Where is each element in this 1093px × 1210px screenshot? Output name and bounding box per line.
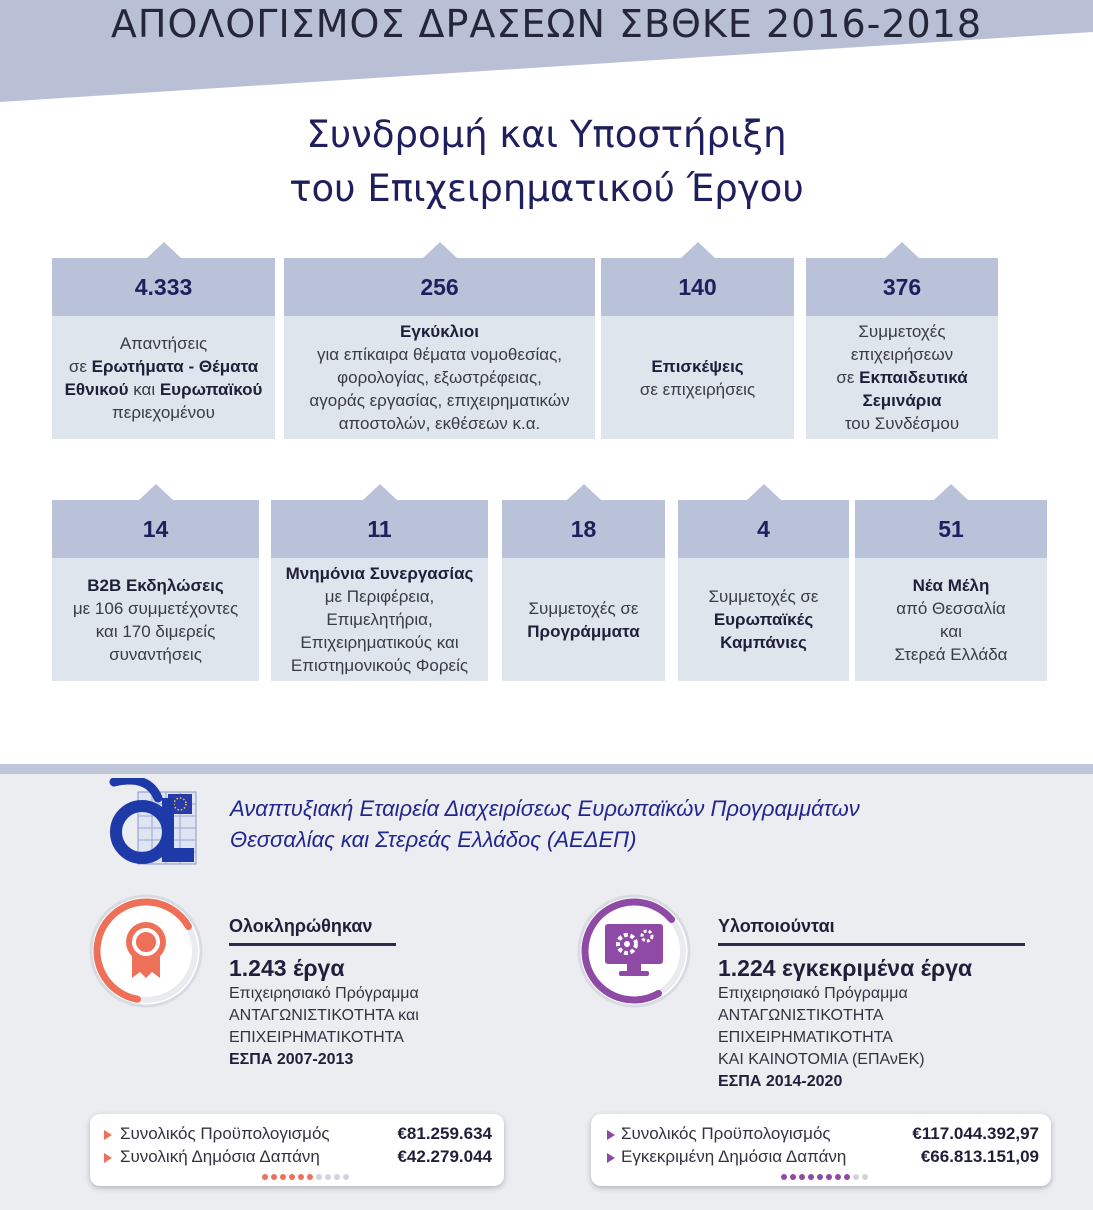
description-line: αγοράς εργασίας, επιχειρηματικών <box>309 391 570 410</box>
award-ribbon-icon <box>120 920 172 980</box>
progress-dots <box>781 1174 868 1180</box>
description-line: Επισκέψεις <box>651 356 744 376</box>
description-line: επιχειρήσεων <box>850 345 954 364</box>
ongoing-budget-box <box>591 1114 1051 1186</box>
description-line: σε Εκπαιδευτικά <box>836 368 968 387</box>
stat-card <box>678 500 849 681</box>
description-line: Ευρωπαϊκές <box>713 610 814 629</box>
stat-description <box>506 558 661 681</box>
dot-filled <box>817 1174 823 1180</box>
dot-filled <box>826 1174 832 1180</box>
ongoing-program-description <box>718 983 925 1093</box>
bullet-icon <box>607 1153 615 1163</box>
dot-filled <box>289 1174 295 1180</box>
organization-name-line-1: Αναπτυξιακή Εταιρεία Διαχειρίσεως Ευρωπαϊκών Προγραμμάτων <box>230 796 860 821</box>
ongoing-heading-underline <box>718 943 1025 946</box>
dot-filled <box>280 1174 286 1180</box>
description-line: Επιμελητήρια, <box>326 610 433 629</box>
stat-card <box>52 258 275 439</box>
description-line: Συμμετοχές <box>858 322 946 341</box>
stat-number: 4.333 <box>52 258 275 316</box>
stat-number: 256 <box>284 258 595 316</box>
stat-number: 14 <box>52 500 259 558</box>
description-line: Προγράμματα <box>527 621 640 641</box>
stat-number: 376 <box>806 258 998 316</box>
dot-filled <box>790 1174 796 1180</box>
description-line: Καμπάνιες <box>720 633 807 652</box>
program-line: ΕΠΙΧΕΙΡΗΜΑΤΙΚΟΤΗΤΑ <box>718 1029 893 1046</box>
dot-filled <box>799 1174 805 1180</box>
description-line: σε επιχειρήσεις <box>639 379 756 399</box>
stat-card <box>502 500 665 681</box>
stat-number: 51 <box>855 500 1047 558</box>
budget-value: €117.044.392,97 <box>912 1124 1039 1143</box>
completed-budget-box <box>90 1114 504 1186</box>
dot-empty <box>334 1174 340 1180</box>
description-line: αποστολών, εκθέσεων κ.α. <box>338 414 541 433</box>
completed-heading-underline <box>229 943 396 946</box>
stat-card <box>855 500 1047 681</box>
program-line: Επιχειρησιακό Πρόγραμμα <box>718 985 908 1002</box>
monitor-gear-icon <box>603 922 665 978</box>
description-line: για επίκαιρα θέματα νομοθεσίας, <box>317 345 562 364</box>
description-line: σε Ερωτήματα - Θέματα <box>68 356 259 376</box>
program-line: ΚΑΙ ΚΑΙΝΟΤΟΜΙΑ (ΕΠΑνΕΚ) <box>718 1051 925 1068</box>
bullet-icon <box>607 1130 615 1140</box>
budget-value: €66.813.151,09 <box>920 1147 1039 1166</box>
aedep-logo-icon <box>108 778 200 866</box>
description-line: Σεμινάρια <box>862 391 942 410</box>
completed-heading: Ολοκληρώθηκαν <box>229 916 373 936</box>
description-line: Συμμετοχές σε <box>528 598 639 618</box>
stat-card <box>271 500 488 681</box>
bullet-icon <box>104 1153 112 1163</box>
budget-row <box>90 1147 504 1171</box>
description-line: Νέα Μέλη <box>912 575 990 595</box>
description-line: φορολογίας, εξωστρέφειας, <box>337 368 542 387</box>
stat-description <box>56 558 255 681</box>
budget-value: €81.259.634 <box>397 1124 492 1143</box>
dot-filled <box>844 1174 850 1180</box>
budget-row <box>591 1147 1051 1171</box>
dot-filled <box>781 1174 787 1180</box>
program-line: ΑΝΤΑΓΩΝΙΣΤΙΚΟΤΗΤΑ και <box>229 1007 419 1024</box>
stat-description <box>288 316 591 439</box>
description-line: με 106 συμμετέχοντες <box>72 598 239 618</box>
program-period: ΕΣΠΑ 2007-2013 <box>229 1051 354 1068</box>
bullet-icon <box>104 1130 112 1140</box>
budget-row <box>90 1124 504 1148</box>
stat-card <box>52 500 259 681</box>
organization-name <box>230 793 860 855</box>
stat-number: 140 <box>601 258 794 316</box>
section-title-line-1: Συνδρομή και Υποστήριξη <box>306 113 787 156</box>
progress-dots <box>262 1174 349 1180</box>
dot-empty <box>853 1174 859 1180</box>
description-line: Στερεά Ελλάδα <box>894 644 1008 664</box>
description-line: του Συνδέσμου <box>844 414 960 433</box>
section-divider <box>0 764 1093 774</box>
dot-empty <box>325 1174 331 1180</box>
stat-description <box>605 316 790 439</box>
description-line: με Περιφέρεια, <box>324 587 435 606</box>
description-line: Επιχειρηματικούς και <box>300 633 459 652</box>
stat-number: 18 <box>502 500 665 558</box>
dot-filled <box>298 1174 304 1180</box>
stat-number: 11 <box>271 500 488 558</box>
description-line: Επιστημονικούς Φορείς <box>290 656 469 675</box>
description-line: Εθνικού και Ευρωπαϊκού <box>64 379 263 399</box>
budget-label: Συνολικός Προϋπολογισμός <box>120 1124 330 1143</box>
program-line: ΕΠΙΧΕΙΡΗΜΑΤΙΚΟΤΗΤΑ <box>229 1029 404 1046</box>
dot-empty <box>316 1174 322 1180</box>
description-line: Εγκύκλιοι <box>400 322 479 341</box>
description-line: B2B Εκδηλώσεις <box>87 575 224 595</box>
stat-description <box>275 558 484 681</box>
budget-label: Συνολική Δημόσια Δαπάνη <box>120 1147 320 1166</box>
dot-filled <box>307 1174 313 1180</box>
section-title-line-2: του Επιχειρηματικού Έργου <box>289 167 804 210</box>
dot-filled <box>271 1174 277 1180</box>
ongoing-projects-count: 1.224 εγκεκριμένα έργα <box>718 955 973 981</box>
stat-number: 4 <box>678 500 849 558</box>
description-line: Μνημόνια Συνεργασίας <box>285 564 474 583</box>
ongoing-heading: Υλοποιούνται <box>718 916 835 936</box>
dot-empty <box>862 1174 868 1180</box>
completed-program-description <box>229 983 419 1071</box>
budget-value: €42.279.044 <box>397 1147 492 1166</box>
description-line: και <box>940 621 962 641</box>
stat-description <box>810 316 994 439</box>
organization-name-line-2: Θεσσαλίας και Στερεάς Ελλάδος (ΑΕΔΕΠ) <box>230 827 637 852</box>
dot-empty <box>343 1174 349 1180</box>
stat-description <box>56 316 271 439</box>
section-title <box>0 108 1093 216</box>
stat-card <box>806 258 998 439</box>
description-line: συναντήσεις <box>109 644 202 664</box>
description-line: Απαντήσεις <box>119 333 208 353</box>
budget-label: Συνολικός Προϋπολογισμός <box>621 1124 831 1143</box>
description-line: Συμμετοχές σε <box>708 587 819 606</box>
program-period: ΕΣΠΑ 2014-2020 <box>718 1073 843 1090</box>
description-line: από Θεσσαλία <box>896 598 1006 618</box>
budget-label: Εγκεκριμένη Δημόσια Δαπάνη <box>621 1147 847 1166</box>
stat-card <box>284 258 595 439</box>
dot-filled <box>835 1174 841 1180</box>
stat-card <box>601 258 794 439</box>
dot-filled <box>808 1174 814 1180</box>
program-line: Επιχειρησιακό Πρόγραμμα <box>229 985 419 1002</box>
dot-filled <box>262 1174 268 1180</box>
description-line: περιεχομένου <box>112 402 215 422</box>
description-line: και 170 διμερείς <box>95 621 216 641</box>
page-title: ΑΠΟΛΟΓΙΣΜΟΣ ΔΡΑΣΕΩΝ ΣΒΘΚΕ 2016-2018 <box>110 2 983 46</box>
completed-projects-count: 1.243 έργα <box>229 955 345 981</box>
program-line: ΑΝΤΑΓΩΝΙΣΤΙΚΟΤΗΤΑ <box>718 1007 884 1024</box>
budget-row <box>591 1124 1051 1148</box>
stat-description <box>859 558 1043 681</box>
stat-description <box>682 558 845 681</box>
